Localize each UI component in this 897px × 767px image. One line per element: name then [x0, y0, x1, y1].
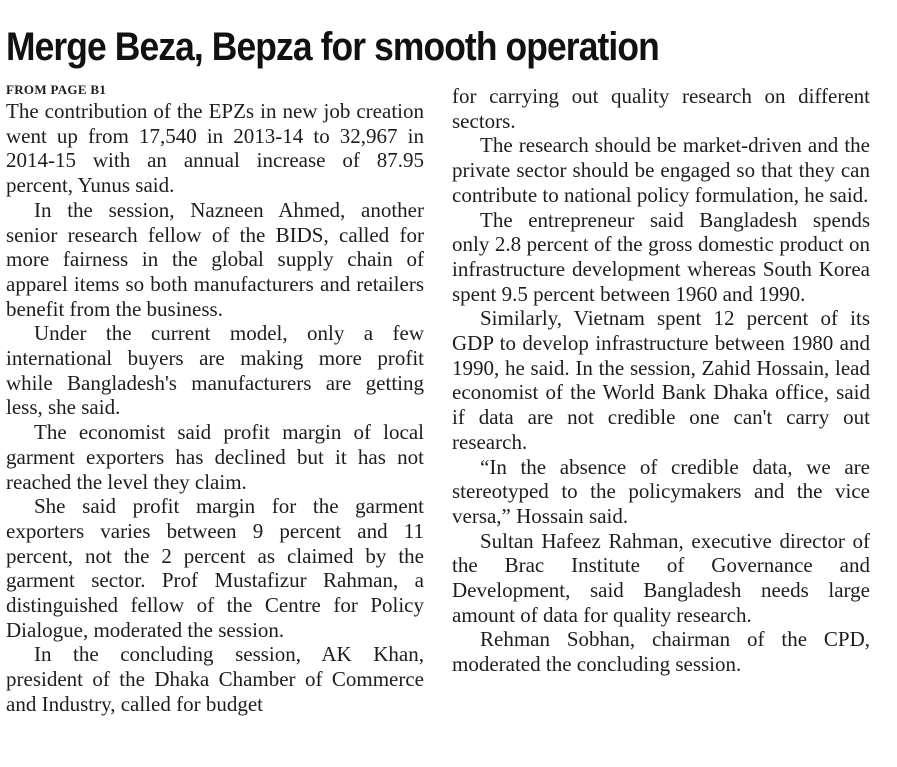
left-column: [6, 81, 424, 717]
paragraph: Sultan Hafeez Rahman, executive director of the Brac Institute of Governance and Development, said Bangladesh needs large amount of data for quality research.: [452, 528, 870, 627]
paragraph: The research should be market-driven and the private sector should be engaged so that they can contribute to national policy formulation, he said.: [452, 133, 870, 207]
paragraph: for carrying out quality research on different sectors.: [452, 84, 870, 133]
paragraph: “In the absence of credible data, we are stereotyped to the policymakers and the vice versa,” Hossain said.: [452, 454, 870, 528]
right-column: [452, 84, 870, 677]
paragraph: Under the current model, only a few international buyers are making more profit while Bangladesh's manufacturers are getting less, she said.: [6, 321, 424, 420]
paragraph: Rehman Sobhan, chairman of the CPD, moderated the concluding session.: [452, 627, 870, 677]
headline: Merge Beza, Bepza for smooth operation: [6, 25, 659, 69]
paragraph: She said profit margin for the garment exporters varies between 9 percent and 11 percent, not the 2 percent as claimed by the garment sector. Prof Mustafizur Rahman, a distinguished fellow of the Centre for Policy Dialogue, moderated the session.: [6, 494, 424, 642]
paragraph: Similarly, Vietnam spent 12 percent of its GDP to develop infrastructure between 1980 and 1990, he said. In the session, Zahid Hossain, lead economist of the World Bank Dhaka office, said if data are not credible one can't carry out research.: [452, 306, 870, 454]
paragraph: In the session, Nazneen Ahmed, another senior research fellow of the BIDS, called for more fairness in the global supply chain of apparel items so both manufacturers and retailers benefit from the business.: [6, 197, 424, 321]
continued-from-label: FROM PAGE B1: [6, 82, 107, 97]
paragraph: The contribution of the EPZs in new job creation went up from 17,540 in 2013-14 to 32,967 in 2014-15 with an annual increase of 87.95 percent, Yunus said.: [6, 99, 424, 198]
paragraph: In the concluding session, AK Khan, president of the Dhaka Chamber of Commerce and Industry, called for budget: [6, 642, 424, 716]
paragraph: The economist said profit margin of local garment exporters has declined but it has not reached the level they claim.: [6, 420, 424, 494]
paragraph: The entrepreneur said Bangladesh spends only 2.8 percent of the gross domestic product on infrastructure development whereas South Korea spent 9.5 percent between 1960 and 1990.: [452, 207, 870, 306]
